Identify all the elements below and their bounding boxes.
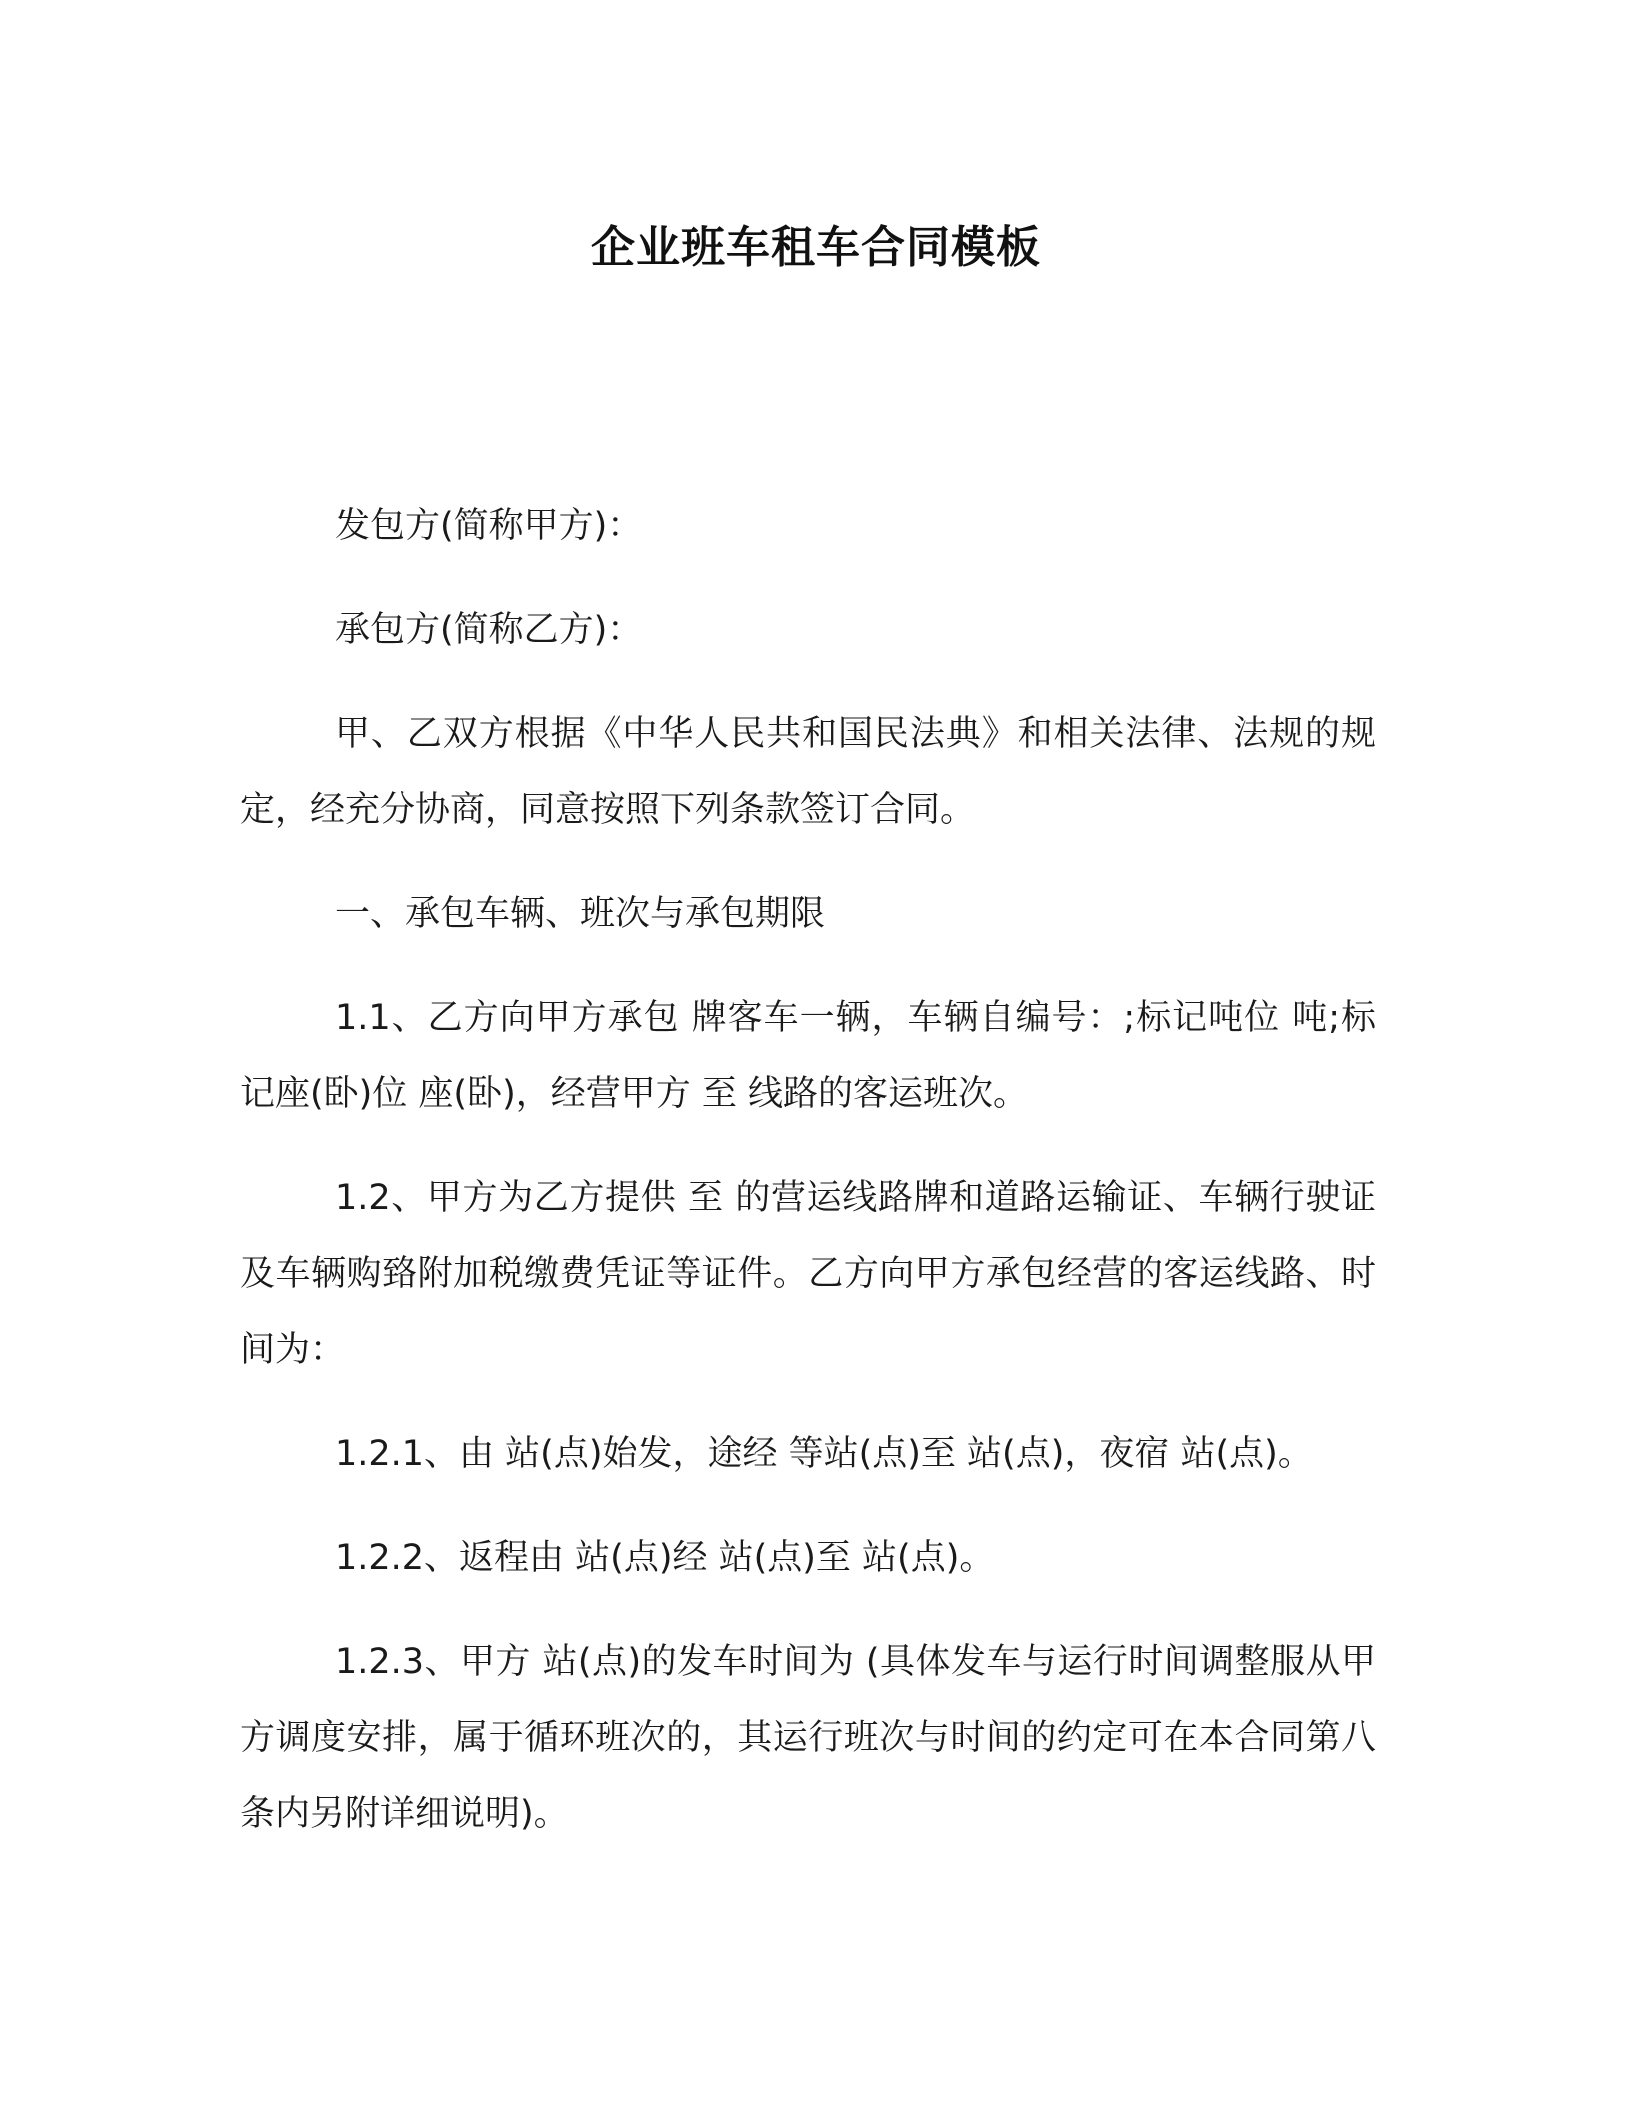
- clause-1-2-2: 1.2.2、返程由 站(点)经 站(点)至 站(点)。: [335, 1538, 995, 1578]
- clause-1-1: 1.1、乙方向甲方承包 牌客车一辆，车辆自编号：;标记吨位 吨;标记座(卧)位 座(卧)，经营甲方 至 线路的客运班次。: [240, 998, 1376, 1114]
- preamble-paragraph: 甲、乙双方根据《中华人民共和国民法典》和相关法律、法规的规定，经充分协商，同意按照下列条款签订合同。: [240, 714, 1376, 830]
- document-body: [240, 488, 1376, 1880]
- clause-1-2: 1.2、甲方为乙方提供 至 的营运线路牌和道路运输证、车辆行驶证及车辆购臵附加税缴费凭证等证件。乙方向甲方承包经营的客运线路、时间为：: [240, 1178, 1376, 1370]
- party-a-line: 发包方(简称甲方)：: [335, 506, 643, 546]
- clause-1-2-3: 1.2.3、甲方 站(点)的发车时间为 (具体发车与运行时间调整服从甲方调度安排，属于循环班次的，其运行班次与时间的约定可在本合同第八条内另附详细说明)。: [240, 1642, 1376, 1834]
- party-b-line: 承包方(简称乙方)：: [335, 610, 643, 650]
- clause-1-2-1: 1.2.1、由 站(点)始发，途经 等站(点)至 站(点)，夜宿 站(点)。: [335, 1434, 1313, 1474]
- section-1-heading: 一、承包车辆、班次与承包期限: [335, 894, 826, 934]
- document-title: 企业班车租车合同模板: [591, 222, 1041, 273]
